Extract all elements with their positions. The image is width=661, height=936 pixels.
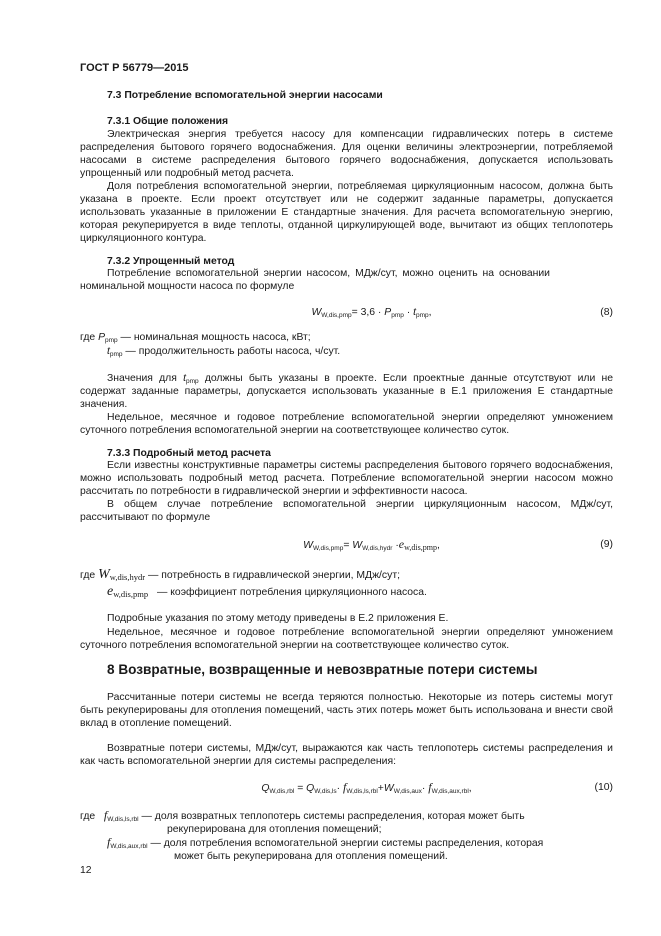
paragraph: Потребление вспомогательной энергии насосом, МДж/сут, можно оценить на основании номинальной мощности насоса по формуле: [80, 268, 550, 292]
where-list-9: где $W_{w,dis,hydr}$ — потребность в гидравлической энергии, МДж/сут; $e_{w,dis,pmp}$ — коэффициент потребления циркуляционного насоса.: [80, 567, 427, 599]
section-7-3-1-heading: 7.3.1 Общие положения: [107, 116, 229, 127]
section-8-heading: 8 Возвратные, возвращенные и невозвратные потери системы: [107, 662, 538, 677]
where-list-10: где $f_{W,dis,ls,rbl}$ — доля возвратных теплопотерь системы распределения, которая может быть рекуперирована для отопления помещений; $f_{W,dis,aux,rbl}$ — доля потребления вспомогательной энергии системы распределения, которая может быть рекуперирована для отопления помещений.: [80, 808, 544, 862]
paragraph: Электрическая энергия требуется насосу для компенсации гидравлических потерь в системе распределения бытового горячего водоснабжения. Для оценки величины электроэнергии, потребляемой насосами в системе распределения бытового горячего водоснабжения, допускается использовать упрощенный или подробный метод расчета.: [80, 129, 613, 179]
paragraph: Доля потребления вспомогательной энергии, потребляемая циркуляционным насосом, должна быть указана в проекте. Если проект отсутствует или не содержит заданные параметры, допускается использовать указанные в приложении Е стандартные значения. Для расчета вспомогательную энергию, которая рекуперируется в виде теплоты, отданной циркулирующей воде, вычитают из общих теплопотерь циркуляционного контура.: [80, 181, 613, 244]
formula-10: $Q_{W,dis,rbl} = Q_{W,dis,ls}\cdot f_{W,dis,ls,rbl}+W_{W,dis,aux}\cdot f_{W,dis,aux,rbl}$, (10): [261, 780, 613, 795]
section-7-3-2-heading: 7.3.2 Упрощенный метод: [107, 256, 235, 267]
equation-number: (10): [594, 782, 613, 793]
paragraph: Недельное, месячное и годовое потребление вспомогательной энергии определяют умножением суточного потребления вспомогательной энергии на соответствующее количество суток.: [80, 412, 613, 436]
equation-number: (8): [600, 307, 613, 318]
page-number: 12: [80, 865, 92, 876]
formula-8: $W_{W,dis,pmp}= 3,6 \cdot P_{pmp} \cdot t_{pmp}$, (8): [311, 307, 613, 319]
paragraph: Если известны конструктивные параметры системы распределения бытового горячего водоснабжения, можно использовать подробный метод расчета. Потребление вспомогательной энергии насосом можно рассчитать по потребности в гидравлической энергии и эффективности насоса.: [80, 460, 613, 497]
section-7-3-heading: 7.3 Потребление вспомогательной энергии насосами: [107, 90, 383, 101]
formula-9: $W_{W,dis,pmp}= W_{W,dis,hydr} \cdot e_{w,dis,pmp}$, (9): [303, 537, 613, 552]
document-header: ГОСТ Р 56779—2015: [80, 62, 189, 74]
section-7-3-3-heading: 7.3.3 Подробный метод расчета: [107, 448, 271, 459]
where-list-8: где $P_{pmp}$ — номинальная мощность насоса, кВт; $t_{pmp}$ — продолжительность работы насоса, ч/сут.: [80, 332, 341, 358]
paragraph: Рассчитанные потери системы не всегда теряются полностью. Некоторые из потерь системы могут быть рекуперированы для отопления помещений, часть этих потерь может быть использована и внести свой вклад в отопление помещений.: [80, 692, 613, 729]
paragraph: Недельное, месячное и годовое потребление вспомогательной энергии определяют умножением суточного потребления вспомогательной энергии на соответствующее количество суток.: [80, 627, 613, 651]
paragraph: В общем случае потребление вспомогательной энергии циркуляционным насосом, МДж/сут, рассчитывают по формуле: [80, 499, 613, 523]
paragraph: Значения для $t_{pmp}$ должны быть указаны в проекте. Если проектные данные отсутствуют или не содержат заданные параметры, допускается использовать указанные в Е.1 приложения Е стандартные значения.: [80, 373, 614, 410]
paragraph: Подробные указания по этому методу приведены в Е.2 приложения Е.: [107, 613, 449, 624]
paragraph: Возвратные потери системы, МДж/сут, выражаются как часть теплопотерь системы распределения и как часть вспомогательной энергии для системы распределения:: [80, 743, 613, 767]
equation-number: (9): [600, 539, 613, 550]
